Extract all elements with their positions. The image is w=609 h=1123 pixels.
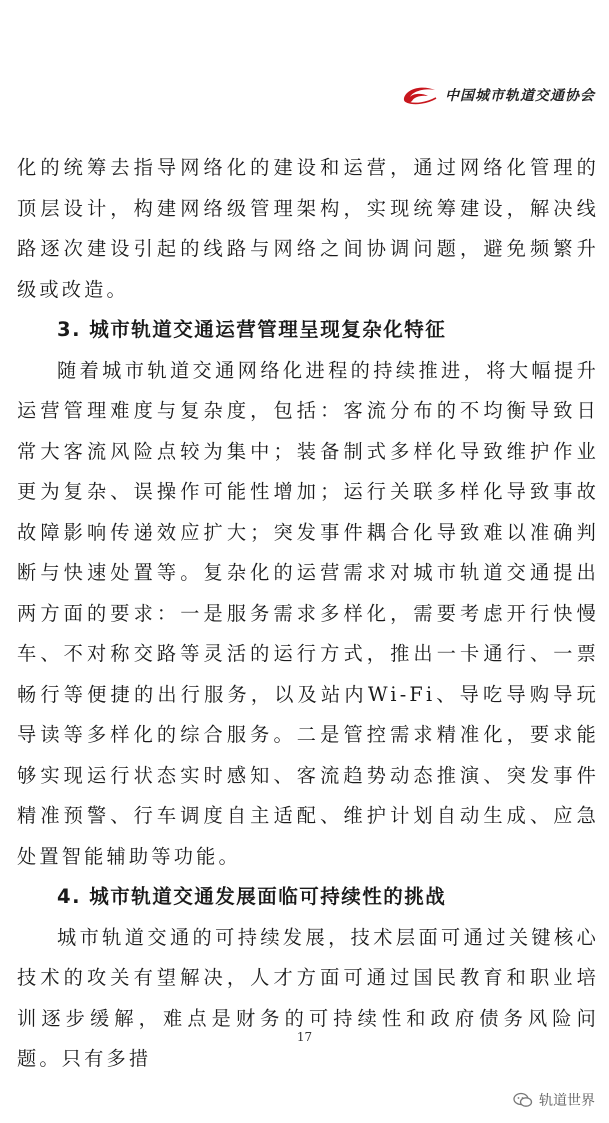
section-heading-4: 4. 城市轨道交通发展面临可持续性的挑战 (57, 885, 447, 908)
page-number: 17 (296, 1030, 313, 1044)
watermark (513, 1090, 595, 1110)
section-heading-3: 3. 城市轨道交通运营管理呈现复杂化特征 (57, 318, 447, 341)
org-name: 中国城市轨道交通协会 (445, 88, 595, 104)
document-body (17, 148, 599, 1080)
paragraph-operations: 随着城市轨道交通网络化进程的持续推进，将大幅提升运营管理难度与复杂度，包括：客流分布的不均衡导致日常大客流风险点较为集中；装备制式多样化导致维护作业更为复杂、误操作可能性增加；运行关联多样化导致事故故障影响传递效应扩大；突发事件耦合化导致难以准确判断与快速处置等。复杂化的运营需求对城市轨道交通提出两方面的要求：一是服务需求多样化，需要考虑开行快慢车、不对称交路等灵活的运行方式，推出一卡通行、一票畅行等便捷的出行服务，以及站内Wi-Fi、导吃导购导玩导读等多样化的综合服务。二是管控需求精准化，要求能够实现运行状态实时感知、客流趋势动态推演、突发事件精准预警、行车调度自主适配、维护计划自动生成、应急处置智能辅助等功能。 (17, 358, 599, 868)
paragraph-sustainability: 城市轨道交通的可持续发展，技术层面可通过关键核心技术的攻关有望解决，人才方面可通过国民教育和职业培训逐步缓解，难点是财务的可持续性和政府债务风险问题。只有多措 (17, 925, 599, 1070)
wechat-icon (513, 1092, 533, 1108)
header-logo (401, 84, 595, 106)
watermark-text: 轨道世界 (539, 1093, 595, 1109)
cameta-logo-icon (401, 84, 439, 106)
paragraph-continued: 化的统筹去指导网络化的建设和运营，通过网络化管理的顶层设计，构建网络级管理架构，实现统筹建设，解决线路逐次建设引起的线路与网络之间协调问题，避免频繁升级或改造。 (17, 156, 599, 301)
